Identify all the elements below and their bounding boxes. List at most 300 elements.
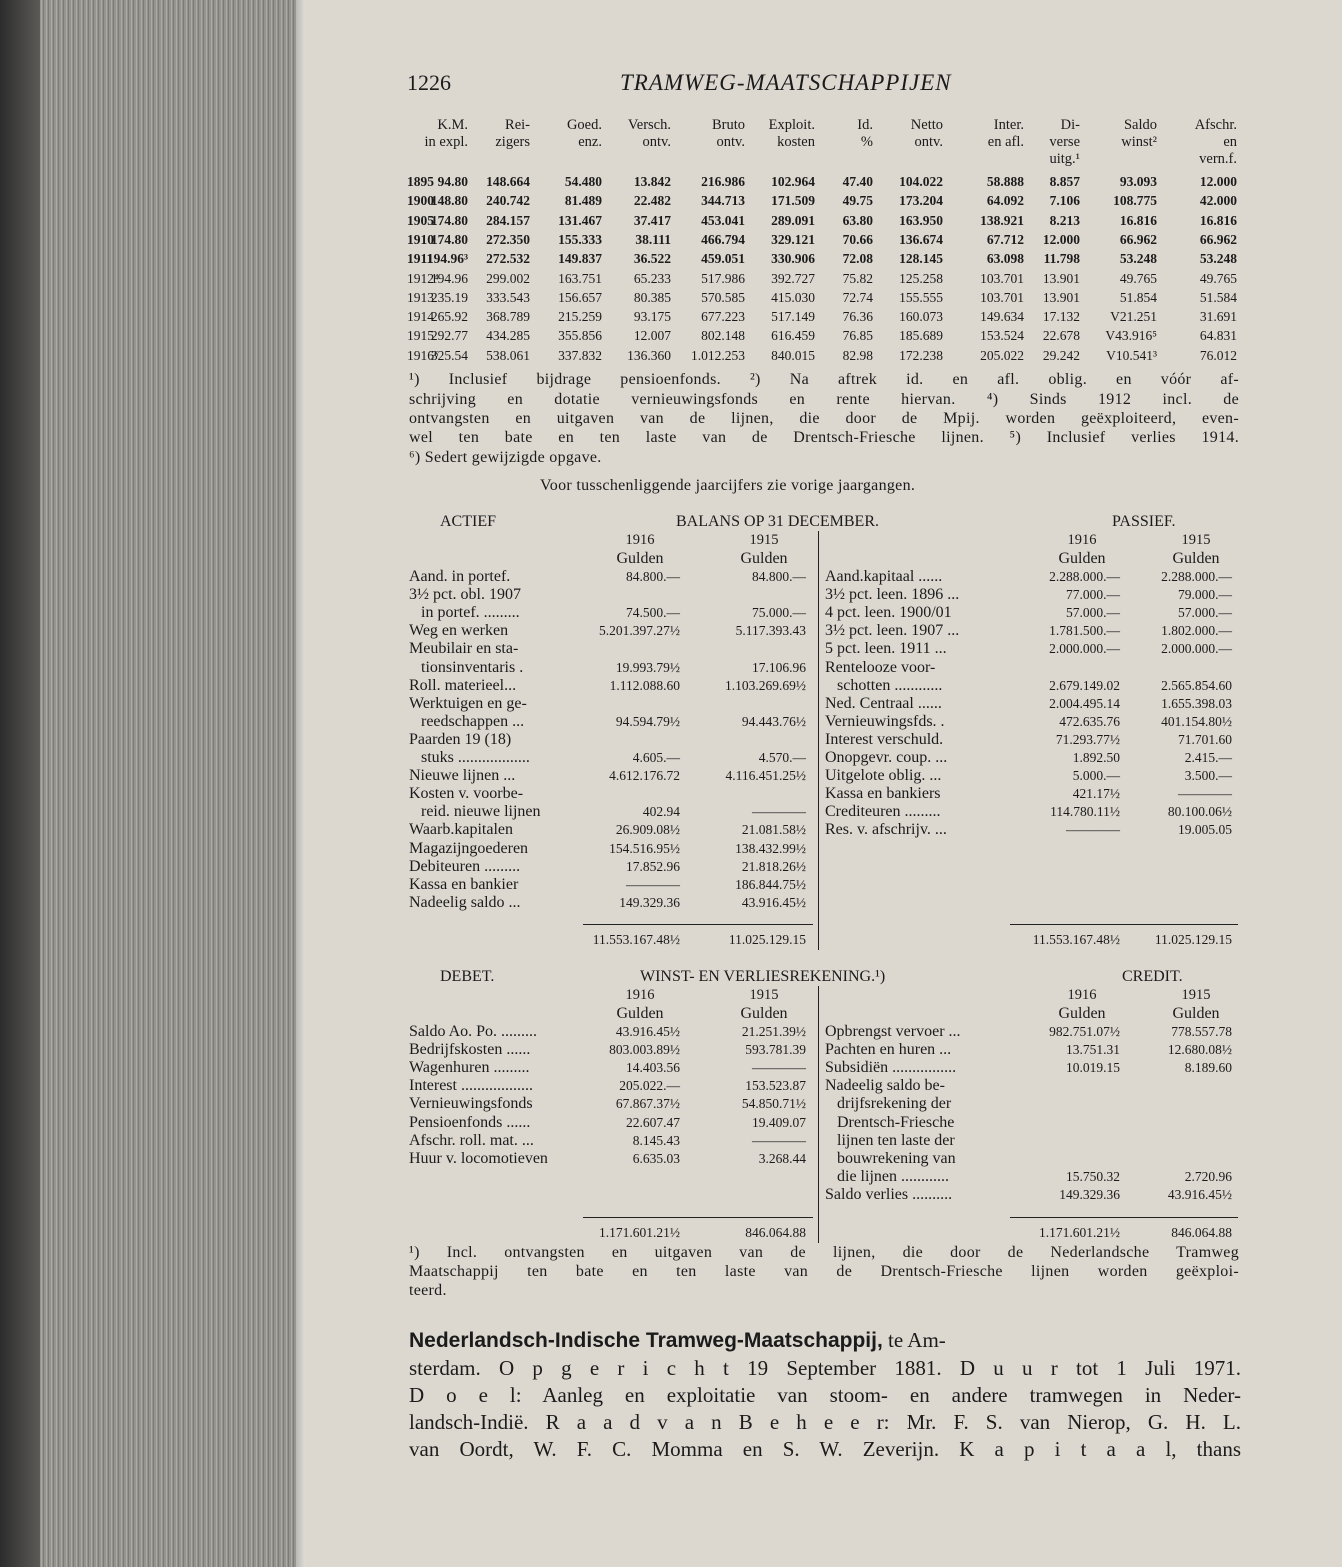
stat-value-cell: 49.765: [1199, 270, 1237, 286]
left-item-value-1915: 54.850.71½: [741, 1096, 806, 1112]
section-left-title: DEBET.: [440, 968, 495, 985]
stat-value-cell: 80.385: [633, 289, 671, 305]
right-item-value-1916: 114.780.11½: [1050, 804, 1120, 820]
stat-value-cell: 51.854: [1119, 289, 1157, 305]
stat-header-cell: %: [860, 134, 873, 150]
stat-value-cell: 415.030: [771, 289, 815, 305]
total-rule-left: [583, 924, 813, 925]
stat-value-cell: 36.522: [633, 251, 671, 267]
right-item-value-1916: 472.635.76: [1059, 713, 1120, 729]
right-item-value-1915: 2.000.000.—: [1161, 641, 1232, 657]
right-item-label: Nadeelig saldo be-: [825, 1077, 945, 1095]
stat-value-cell: 49.75: [842, 193, 873, 209]
column-unit: Gulden: [616, 550, 664, 567]
left-item-label: reid. nieuwe lijnen: [409, 803, 541, 821]
right-item-value-1915: 2.565.854.60: [1161, 677, 1232, 693]
stat-header-cell: Id.: [857, 117, 873, 133]
stat-value-cell: 466.794: [701, 231, 745, 247]
column-year: 1916: [625, 987, 655, 1003]
stat-header-cell: kosten: [777, 134, 815, 150]
right-item-value-1916: 57.000.—: [1066, 605, 1120, 621]
left-item-value-1916: 154.516.95½: [609, 840, 680, 856]
left-item-value-1916: 14.403.56: [626, 1060, 680, 1076]
stat-value-cell: 22.678: [1042, 328, 1080, 344]
right-item-label: drijfsrekening der: [825, 1095, 952, 1113]
left-item-value-1916: 84.800.—: [626, 569, 680, 584]
stat-value-cell: 104.022: [899, 174, 943, 189]
stat-value-cell: 8.213: [1049, 212, 1080, 228]
column-divider: [818, 986, 819, 1243]
stat-value-cell: 49.765: [1119, 270, 1157, 286]
left-item-value-1915: 21.818.26½: [741, 858, 806, 874]
right-item-value-1916: 1.781.500.—: [1049, 623, 1120, 639]
stat-value-cell: 333.543: [486, 289, 530, 305]
right-item-value-1916: 13.751.31: [1066, 1042, 1120, 1058]
right-item-value-1916: 77.000.—: [1066, 587, 1120, 603]
stat-value-cell: 173.204: [899, 193, 943, 209]
section-center-title: BALANS OP 31 DECEMBER.: [676, 513, 879, 530]
stat-value-cell: 53.248: [1119, 251, 1157, 267]
left-item-value-1915: 21.081.58½: [741, 822, 806, 838]
left-item-label: in portef. .........: [409, 604, 520, 622]
left-total-1916: 1.171.601.21½: [599, 1225, 680, 1240]
stat-value-cell: 64.831: [1199, 328, 1237, 344]
right-item-label: bouwrekening van: [825, 1149, 956, 1167]
stat-value-cell: 75.82: [842, 270, 873, 286]
stat-value-cell: V10.541³: [1106, 347, 1157, 363]
book-spine-pages: [0, 0, 300, 1567]
stat-value-cell: 171.509: [771, 193, 815, 209]
right-total-1915: 846.064.88: [1171, 1225, 1232, 1240]
stat-value-cell: 155.555: [899, 289, 943, 305]
left-item-label: Bedrijfskosten ......: [409, 1041, 531, 1059]
stat-year-cell: 1916⁶: [407, 347, 439, 363]
stat-value-cell: 205.022: [980, 347, 1024, 363]
stat-value-cell: 63.80: [842, 212, 873, 228]
left-item-label: Nieuwe lijnen ...: [409, 767, 516, 785]
stat-value-cell: 289.091: [771, 212, 815, 228]
stat-value-cell: 102.964: [771, 174, 815, 189]
left-item-label: Paarden 19 (18): [409, 730, 512, 748]
section-right-title: CREDIT.: [1122, 968, 1183, 985]
stat-value-cell: 802.148: [701, 328, 745, 344]
stat-year-cell: 1913: [407, 289, 434, 305]
right-item-value-1915: 3.500.—: [1184, 768, 1232, 784]
stat-value-cell: 29.242: [1042, 347, 1080, 363]
stat-value-cell: 7.106: [1049, 193, 1080, 209]
right-item-value-1916: 421.17½: [1072, 786, 1120, 802]
right-total-1916: 1.171.601.21½: [1039, 1225, 1120, 1240]
stat-header-cell: enz.: [578, 134, 602, 150]
left-item-value-1916: 22.607.47: [626, 1114, 680, 1130]
stat-value-cell: 570.585: [701, 289, 745, 305]
section-right-title: PASSIEF.: [1112, 513, 1176, 530]
left-item-label: stuks ..................: [409, 749, 530, 766]
left-item-label: Huur v. locomotieven: [409, 1149, 548, 1167]
right-item-value-1916: 10.019.15: [1066, 1060, 1120, 1076]
stat-value-cell: 329.121: [771, 231, 815, 247]
stat-value-cell: 12.000: [1199, 174, 1237, 189]
stat-value-cell: 194.96: [430, 270, 468, 286]
right-item-label: Crediteuren .........: [825, 803, 941, 821]
stat-value-cell: 368.789: [486, 309, 530, 325]
stat-year-cell: 1900: [407, 193, 434, 209]
stat-value-cell: 67.712: [986, 231, 1024, 247]
stat-value-cell: 103.701: [980, 270, 1024, 286]
stat-value-cell: 136.674: [899, 231, 943, 247]
left-item-value-1915: 17.106.96: [752, 659, 806, 675]
left-item-value-1916: 5.201.397.27½: [599, 623, 680, 639]
right-item-value-1915: 401.154.80½: [1161, 713, 1232, 729]
stat-value-cell: 337.832: [558, 347, 602, 363]
stat-value-cell: 51.584: [1199, 289, 1237, 305]
stat-value-cell: 13.901: [1042, 289, 1080, 305]
left-item-label: Afschr. roll. mat. ...: [409, 1131, 534, 1149]
left-item-label: Roll. materieel...: [409, 676, 517, 694]
left-item-value-1915: 84.800.—: [752, 569, 806, 584]
stat-value-cell: 131.467: [558, 212, 602, 228]
stat-value-cell: 128.145: [899, 251, 943, 267]
left-item-value-1915: 75.000.—: [752, 605, 806, 621]
stat-value-cell: 103.701: [980, 289, 1024, 305]
stat-value-cell: 37.417: [633, 212, 671, 228]
right-item-value-1916: 2.000.000.—: [1049, 641, 1120, 657]
stat-header-cell: ontv.: [716, 134, 745, 150]
left-item-label: Wagenhuren .........: [409, 1059, 530, 1077]
right-item-label: Interest verschuld.: [825, 730, 944, 748]
right-item-value-1916: 15.750.32: [1066, 1168, 1120, 1184]
company-description-line: D o e l: Aanleg en exploitatie van stoom- en andere tramwegen in Neder-: [409, 1383, 1241, 1407]
page-number: 1226: [407, 70, 451, 95]
section-center-title: WINST- EN VERLIESREKENING.¹): [640, 968, 886, 985]
stat-header-cell: Saldo: [1123, 117, 1157, 133]
total-rule-left: [583, 1217, 813, 1218]
left-item-label: Weg en werken: [409, 622, 509, 640]
stat-value-cell: 63.098: [986, 251, 1024, 267]
stat-value-cell: 172.238: [899, 347, 943, 363]
left-item-label: Pensioenfonds ......: [409, 1113, 531, 1131]
right-item-value-1915: 2.415.—: [1184, 750, 1232, 765]
left-item-value-1916: 205.022.—: [619, 1078, 680, 1094]
right-item-label: schotten ............: [825, 676, 943, 694]
left-item-value-1916: 4.612.176.72: [609, 768, 680, 784]
company-heading-rest: te Am-: [882, 1328, 946, 1352]
stat-header-cell: zigers: [495, 134, 530, 150]
stat-header-cell: Di-: [1060, 117, 1080, 133]
stat-header-cell: Inter.: [993, 117, 1024, 133]
right-item-label: Pachten en huren ...: [825, 1041, 952, 1059]
stat-value-cell: 153.524: [980, 328, 1024, 344]
stat-value-cell: 434.285: [486, 328, 530, 344]
right-item-value-1916: 149.329.36: [1059, 1186, 1120, 1202]
left-item-value-1916: 94.594.79½: [615, 713, 680, 729]
right-item-label: 5 pct. leen. 1911 ...: [825, 640, 947, 658]
stat-value-cell: 517.986: [701, 270, 745, 286]
stat-header-cell: Goed.: [566, 117, 602, 133]
right-total-1916: 11.553.167.48½: [1032, 932, 1120, 947]
right-item-value-1915: 71.701.60: [1178, 731, 1232, 747]
stat-value-cell: 93.175: [633, 309, 671, 325]
stat-value-cell: 284.157: [486, 212, 530, 228]
stat-value-cell: 459.051: [701, 251, 745, 267]
stat-value-cell: 65.233: [633, 270, 671, 286]
stat-value-cell: 194.96³: [426, 251, 468, 267]
right-item-value-1915: 80.100.06½: [1167, 804, 1232, 820]
stat-value-cell: 125.258: [899, 270, 943, 286]
stat-value-cell: 355.856: [558, 328, 602, 344]
stat-year-cell: 1911: [407, 251, 434, 267]
left-item-value-1916: 19.993.79½: [615, 659, 680, 675]
column-year: 1915: [749, 987, 779, 1003]
stat-value-cell: 616.459: [771, 328, 815, 344]
footnote-line: ⁶) Sedert gewijzigde opgave.: [409, 449, 602, 466]
column-unit: Gulden: [1172, 550, 1220, 567]
stat-value-cell: 81.489: [564, 193, 602, 209]
stat-value-cell: 66.962: [1199, 231, 1237, 247]
company-description-line: landsch-Indië. R a a d v a n B e h e e r: Mr. F. S. van Nierop, G. H. L.: [409, 1410, 1241, 1434]
right-item-label: Ned. Centraal ......: [825, 694, 942, 712]
right-item-value-1915: 2.288.000.—: [1161, 569, 1232, 584]
stat-value-cell: 149.837: [558, 251, 602, 267]
left-item-value-1915: 186.844.75½: [735, 876, 806, 892]
stat-value-cell: 148.664: [486, 174, 530, 189]
column-unit: Gulden: [740, 550, 788, 567]
right-item-value-1916: 982.751.07½: [1049, 1024, 1120, 1039]
left-item-value-1915: 19.409.07: [752, 1114, 806, 1130]
column-unit: Gulden: [1058, 550, 1106, 567]
left-item-label: Kassa en bankier: [409, 875, 519, 893]
left-total-1915: 11.025.129.15: [728, 932, 806, 947]
left-item-label: Nadeelig saldo ...: [409, 893, 521, 911]
company-description-line: van Oordt, W. F. C. Momma en S. W. Zeverijn. K a p i t a a l, thans: [409, 1437, 1241, 1461]
column-divider: [818, 531, 819, 950]
left-item-value-1915: 153.523.87: [745, 1078, 806, 1094]
stat-header-cell: Rei-: [505, 117, 530, 133]
left-item-value-1915: 3.268.44: [758, 1150, 806, 1166]
stat-value-cell: 54.480: [564, 174, 602, 189]
stat-value-cell: 156.657: [558, 289, 602, 305]
right-item-label: Rentelooze voor-: [825, 658, 936, 676]
right-item-label: 3½ pct. leen. 1907 ...: [825, 622, 960, 640]
stat-value-cell: 215.259: [558, 309, 602, 325]
column-year: 1916: [1067, 987, 1097, 1003]
left-item-value-1916: 6.635.03: [632, 1150, 680, 1166]
left-item-value-1916: 149.329.36: [619, 894, 680, 910]
company-description-line: sterdam. O p g e r i c h t 19 September 1881. D u u r tot 1 Juli 1971.: [409, 1356, 1241, 1380]
left-item-label: reedschappen ...: [409, 712, 525, 730]
stat-value-cell: 93.093: [1119, 174, 1157, 189]
company-name: Nederlandsch-Indische Tramweg-Maatschappij,: [409, 1329, 883, 1352]
left-item-label: Kosten v. voorbe-: [409, 785, 524, 803]
stat-header-cell: Versch.: [627, 117, 671, 133]
stat-value-cell: 16.816: [1199, 212, 1237, 228]
left-item-value-1915: ————: [752, 1132, 806, 1148]
right-item-label: Res. v. afschrijv. ...: [825, 821, 947, 839]
stat-header-cell: Afschr.: [1194, 117, 1237, 133]
stat-header-cell: in expl.: [424, 134, 468, 150]
right-item-label: die lijnen ............: [825, 1167, 949, 1185]
stat-value-cell: 185.689: [899, 328, 943, 344]
stat-value-cell: 31.691: [1199, 309, 1237, 325]
left-item-label: Waarb.kapitalen: [409, 821, 513, 839]
left-item-value-1916: 67.867.37½: [615, 1096, 680, 1112]
stat-value-cell: 272.532: [486, 251, 530, 267]
footnote-line: Voor tusschenliggende jaarcijfers zie vorige jaargangen.: [540, 477, 916, 494]
stat-value-cell: 272.350: [486, 231, 530, 247]
right-item-value-1916: 71.293.77½: [1055, 731, 1120, 747]
stat-value-cell: 330.906: [771, 251, 815, 267]
stat-value-cell: 155.333: [558, 231, 602, 247]
left-item-value-1915: 5.117.393.43: [735, 623, 806, 639]
left-item-value-1916: 4.605.—: [632, 750, 680, 765]
left-item-value-1915: ————: [752, 1060, 806, 1076]
left-item-label: tionsinventaris .: [409, 658, 524, 676]
stat-header-cell: ontv.: [914, 134, 943, 150]
stat-value-cell: 17.132: [1042, 309, 1080, 325]
stat-value-cell: 148.80: [430, 193, 468, 209]
left-item-label: Werktuigen en ge-: [409, 694, 527, 712]
stat-value-cell: 235.19: [430, 289, 468, 305]
stat-header-cell: en afl.: [987, 134, 1024, 150]
stat-header-cell: Netto: [910, 117, 943, 133]
stat-year-cell: 1905: [407, 212, 434, 228]
stat-value-cell: 76.85: [842, 328, 873, 344]
right-item-value-1916: 5.000.—: [1072, 768, 1120, 784]
left-item-value-1915: 4.570.—: [758, 750, 806, 765]
right-item-label: lijnen ten laste der: [825, 1131, 955, 1149]
right-item-value-1916: 2.004.495.14: [1049, 695, 1120, 711]
left-item-label: Interest ..................: [409, 1077, 533, 1095]
right-item-value-1915: 79.000.—: [1178, 587, 1232, 603]
right-total-1915: 11.025.129.15: [1154, 932, 1232, 947]
column-year: 1915: [1181, 987, 1211, 1003]
stat-value-cell: 76.012: [1199, 347, 1237, 363]
stat-value-cell: 160.073: [899, 309, 943, 325]
right-item-value-1915: 2.720.96: [1184, 1168, 1232, 1184]
pl-footnote-line: teerd.: [409, 1282, 447, 1299]
right-item-label: Saldo verlies ..........: [825, 1185, 953, 1203]
stat-value-cell: 174.80: [430, 231, 468, 247]
stat-value-cell: 163.950: [899, 212, 943, 228]
stat-year-cell: 1915: [407, 328, 434, 344]
right-item-label: Kassa en bankiers: [825, 785, 941, 803]
right-item-value-1915: 8.189.60: [1184, 1060, 1232, 1076]
left-item-value-1915: 43.916.45½: [741, 894, 806, 910]
right-item-value-1916: 2.679.149.02: [1049, 677, 1120, 693]
column-unit: Gulden: [740, 1005, 788, 1022]
page-title: TRAMWEG-MAATSCHAPPIJEN: [620, 70, 952, 95]
left-item-value-1916: 26.909.08½: [615, 822, 680, 838]
stat-value-cell: V21.251: [1110, 309, 1157, 325]
stat-value-cell: 677.223: [701, 309, 745, 325]
stat-value-cell: 265.92: [430, 309, 468, 325]
footnote-line: ¹) Inclusief bijdrage pensioenfonds. ²) Na aftrek id. en afl. oblig. en vóór af-: [409, 371, 1239, 388]
left-item-label: Aand. in portef.: [409, 568, 511, 585]
stat-value-cell: 47.40: [842, 174, 873, 189]
right-item-label: Onopgevr. coup. ...: [825, 749, 948, 766]
stat-year-cell: 1912⁴: [407, 270, 439, 286]
left-item-label: Vernieuwingsfonds: [409, 1095, 533, 1113]
stat-header-cell: vern.f.: [1199, 151, 1237, 167]
stat-value-cell: 138.921: [980, 212, 1024, 228]
stat-value-cell: 42.000: [1199, 193, 1237, 209]
stat-value-cell: 70.66: [842, 231, 873, 247]
right-item-value-1915: 57.000.—: [1178, 605, 1232, 621]
stat-value-cell: 344.713: [701, 193, 745, 209]
stat-value-cell: 82.98: [842, 347, 873, 363]
left-item-label: Magazijngoederen: [409, 839, 529, 857]
stat-value-cell: 453.041: [701, 212, 745, 228]
stat-value-cell: 12.000: [1042, 231, 1080, 247]
stat-header-cell: ontv.: [642, 134, 671, 150]
column-unit: Gulden: [616, 1005, 664, 1022]
stat-header-cell: Exploit.: [768, 117, 815, 133]
stat-year-cell: 1895: [407, 174, 434, 189]
column-year: 1916: [1067, 532, 1097, 548]
right-item-label: Opbrengst vervoer ...: [825, 1023, 961, 1040]
stat-header-cell: Bruto: [711, 117, 745, 133]
left-item-label: Meubilair en sta-: [409, 640, 519, 658]
stat-value-cell: 1.012.253: [691, 347, 745, 363]
left-item-value-1915: 593.781.39: [745, 1042, 806, 1058]
stat-value-cell: 216.986: [701, 174, 745, 189]
right-item-value-1915: 1.802.000.—: [1161, 623, 1232, 639]
pl-footnote-line: ¹) Incl. ontvangsten en uitgaven van de lijnen, die door de Nederlandsche Tramweg: [409, 1244, 1239, 1261]
right-item-value-1916: ————: [1066, 822, 1120, 838]
right-item-value-1915: ————: [1178, 786, 1232, 802]
total-rule-right: [1010, 924, 1238, 925]
stat-value-cell: 149.634: [980, 309, 1024, 325]
right-item-label: 4 pct. leen. 1900/01: [825, 604, 952, 622]
stat-value-cell: 392.727: [771, 270, 815, 286]
right-item-value-1916: 1.892.50: [1072, 750, 1120, 765]
left-item-label: 3½ pct. obl. 1907: [409, 586, 521, 604]
stat-value-cell: 22.482: [633, 193, 671, 209]
stat-header-cell: uitg.¹: [1049, 151, 1080, 167]
stat-value-cell: 13.901: [1042, 270, 1080, 286]
left-item-value-1916: 17.852.96: [626, 858, 680, 874]
column-unit: Gulden: [1058, 1005, 1106, 1022]
column-year: 1915: [1181, 532, 1211, 548]
column-year: 1915: [749, 532, 779, 548]
stat-value-cell: V43.916⁵: [1105, 328, 1157, 344]
stat-header-cell: en: [1223, 134, 1237, 150]
left-item-label: Debiteuren .........: [409, 857, 521, 875]
left-item-value-1916: 803.003.89½: [609, 1042, 680, 1058]
stat-value-cell: 12.007: [633, 328, 671, 344]
right-item-label: Subsidiën ................: [825, 1059, 957, 1077]
stat-value-cell: 58.888: [986, 174, 1024, 189]
stat-value-cell: 11.798: [1043, 251, 1080, 267]
stat-value-cell: 16.816: [1119, 212, 1157, 228]
stat-year-cell: 1910: [407, 231, 434, 247]
stat-value-cell: 66.962: [1119, 231, 1157, 247]
left-item-value-1916: 1.112.088.60: [609, 677, 680, 693]
stat-value-cell: 517.149: [771, 309, 815, 325]
stat-value-cell: 53.248: [1199, 251, 1237, 267]
stat-value-cell: 38.111: [635, 231, 671, 247]
stat-value-cell: 163.751: [558, 270, 602, 286]
stat-value-cell: 72.08: [842, 251, 873, 267]
company-heading-line: [409, 1328, 946, 1353]
left-item-value-1915: 94.443.76½: [741, 713, 806, 729]
right-item-value-1915: 1.655.398.03: [1161, 695, 1232, 711]
stat-value-cell: 8.857: [1049, 174, 1080, 189]
right-item-label: 3½ pct. leen. 1896 ...: [825, 586, 960, 604]
right-item-label: Uitgelote oblig. ...: [825, 767, 942, 785]
total-rule-right: [1010, 1217, 1238, 1218]
right-item-value-1916: 2.288.000.—: [1049, 569, 1120, 584]
